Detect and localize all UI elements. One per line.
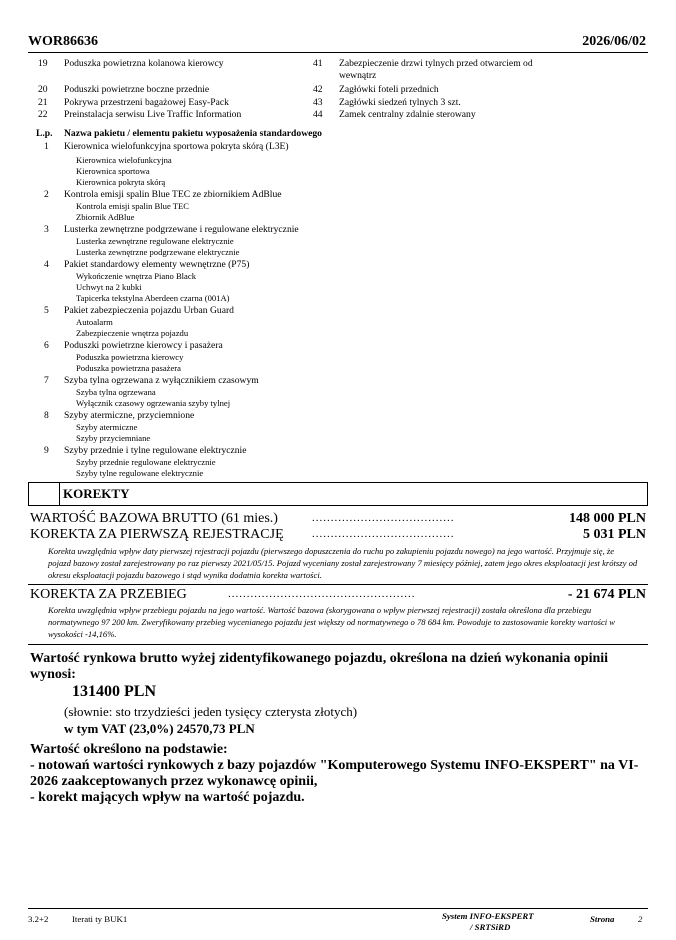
package-num: 7	[44, 375, 49, 386]
package-name: Pakiet zabezpieczenia pojazdu Urban Guard	[64, 305, 234, 316]
package-item: Wykończenie wnętrza Piano Black	[76, 271, 196, 281]
package-item: Tapicerka tekstylna Aberdeen czarna (001A)	[76, 293, 230, 303]
mileage-label: KOREKTA ZA PRZEBIEG	[30, 587, 187, 602]
package-item: Szyby atermiczne	[76, 422, 138, 432]
first-registration-amount: 5 031 PLN	[583, 527, 646, 542]
package-name: Poduszki powietrzne kierowcy i pasażera	[64, 340, 223, 351]
package-num: 2	[44, 189, 49, 200]
equipment-num: 44	[313, 109, 323, 120]
korekty-header-box	[28, 482, 648, 506]
package-item: Kierownica sportowa	[76, 166, 150, 176]
package-name: Szyba tylna ogrzewana z wyłącznikiem czasowym	[64, 375, 259, 386]
footer-system-sub: / SRTSiRD	[470, 922, 511, 932]
package-name: Szyby przednie i tylne regulowane elektrycznie	[64, 445, 247, 456]
footer-page-number: 2	[638, 914, 643, 924]
equipment-num: 22	[38, 109, 48, 120]
equipment-text: Preinstalacja serwisu Live Traffic Information	[64, 109, 242, 120]
package-num: 1	[44, 141, 49, 152]
market-value-words: (słownie: sto trzydzieści jeden tysięcy czterysta złotych)	[64, 704, 358, 719]
equipment-text: Pokrywa przestrzeni bagażowej Easy-Pack	[64, 97, 229, 108]
package-num: 6	[44, 340, 49, 351]
package-item: Kierownica pokryta skórą	[76, 177, 166, 187]
equipment-num: 19	[38, 58, 48, 69]
basis-item: - notowań wartości rynkowych z bazy pojazdów "Komputerowego Systemu INFO-EKSPERT" na VI-	[30, 758, 639, 773]
package-item: Kontrola emisji spalin Blue TEC	[76, 201, 189, 211]
mileage-dots: ..................................................	[228, 588, 416, 600]
mileage-note: Korekta uwzględnia wpływ przebiegu pojazdu na jego wartość. Wartość bazowa (skorygowana o wpływ pierwszej rejestracji) została określona dla przebiegu normatywnego 97 200 km. Zweryfikowany przebieg wycenianego pojazdu jest większy od normatywnego o 78 684 km. Powoduje to zastosowanie korekty wartości w wysokości -14,16%.	[48, 605, 616, 639]
document-id: WOR86636	[28, 34, 98, 49]
package-name: Pakiet standardowy elementy wewnętrzne (P75)	[64, 259, 250, 270]
footer-page-label: Strona	[590, 914, 615, 924]
base-value-amount: 148 000 PLN	[569, 511, 646, 526]
document-date: 2026/06/02	[582, 34, 646, 49]
equipment-text: Poduszki powietrzne boczne przednie	[64, 84, 210, 95]
equipment-text: Poduszka powietrzna kolanowa kierowcy	[64, 58, 224, 69]
package-item: Szyby przednie regulowane elektrycznie	[76, 457, 216, 467]
korekty-title: KOREKTY	[63, 486, 130, 501]
package-name: Szyby atermiczne, przyciemnione	[64, 410, 195, 421]
market-value-intro-cont: wynosi:	[30, 667, 76, 682]
basis-item-cont: 2026 zaakceptowanych przez wykonawcę opinii,	[30, 774, 318, 789]
first-registration-label: KOREKTA ZA PIERWSZĄ REJESTRACJĘ	[30, 527, 284, 542]
basis-item: - korekt mających wpływ na wartość pojazdu.	[30, 790, 305, 805]
package-item: Kierownica wielofunkcyjna	[76, 155, 172, 165]
section-rule	[28, 644, 648, 645]
footer-rule	[28, 908, 648, 909]
package-item: Wyłącznik czasowy ogrzewania szyby tylnej	[76, 398, 231, 408]
equipment-num: 21	[38, 97, 48, 108]
footer-operator: Iterati ty BUK1	[72, 914, 128, 924]
basis-title: Wartość określono na podstawie:	[30, 742, 228, 757]
package-num: 8	[44, 410, 49, 421]
equipment-text-cont: wewnątrz	[339, 70, 377, 81]
korekty-box-cell	[29, 483, 60, 505]
equipment-text: Zagłówki siedzeń tylnych 3 szt.	[339, 97, 461, 108]
equipment-num: 43	[313, 97, 323, 108]
package-item: Szyba tylna ogrzewana	[76, 387, 156, 397]
market-value-intro: Wartość rynkowa brutto wyżej zidentyfikowanego pojazdu, określona na dzień wykonania opinii	[30, 651, 609, 666]
section-rule	[28, 584, 648, 585]
market-value-vat: w tym VAT (23,0%) 24570,73 PLN	[64, 721, 255, 736]
package-item: Zabezpieczenie wnętrza pojazdu	[76, 328, 189, 338]
equipment-text: Zagłówki foteli przednich	[339, 84, 439, 95]
base-value-dots: ......................................	[312, 512, 455, 524]
equipment-num: 42	[313, 84, 323, 95]
package-item: Uchwyt na 2 kubki	[76, 282, 142, 292]
header-rule	[28, 52, 648, 53]
first-registration-note: Korekta uwzględnia wpływ daty pierwszej rejestracji pojazdu (pierwszego dopuszczenia do ruchu po zakupieniu pojazdu nowego) na jego wartość. Przyjmuje się, że pojazd bazowy został zarejestrowany po raz pierwszy 2021/05/15. Pojazd wyceniany został zarejestrowany 7 miesięcy później, zatem jego okres eksploatacji jest krótszy od okresu eksploatacji pojazdu bazowego i stąd wynika dodatnia korekta wartości.	[48, 546, 638, 580]
footer-version: 3.2+2	[28, 914, 49, 924]
package-item: Lusterka zewnętrzne podgrzewane elektrycznie	[76, 247, 240, 257]
package-item: Poduszka powietrzna pasażera	[76, 363, 181, 373]
package-name: Kierownica wielofunkcyjna sportowa pokryta skórą (L3E)	[64, 141, 289, 152]
package-item: Szyby przyciemniane	[76, 433, 151, 443]
package-item: Lusterka zewnętrzne regulowane elektrycznie	[76, 236, 234, 246]
package-item: Autoalarm	[76, 317, 113, 327]
package-num: 4	[44, 259, 49, 270]
package-item: Poduszka powietrzna kierowcy	[76, 352, 184, 362]
first-registration-dots: ......................................	[312, 528, 455, 540]
footer-system: System INFO-EKSPERT	[442, 911, 534, 921]
packages-lp-header: L.p.	[36, 128, 53, 139]
packages-name-header: Nazwa pakietu / elementu pakietu wyposażenia standardowego	[64, 128, 322, 139]
equipment-text: Zamek centralny zdalnie sterowany	[339, 109, 476, 120]
equipment-text: Zabezpieczenie drzwi tylnych przed otwarciem od	[339, 58, 533, 69]
package-num: 9	[44, 445, 49, 456]
base-value-label: WARTOŚĆ BAZOWA BRUTTO (61 mies.)	[30, 511, 278, 526]
market-value-amount: 131400 PLN	[72, 683, 156, 700]
package-name: Lusterka zewnętrzne podgrzewane i regulowane elektrycznie	[64, 224, 299, 235]
equipment-num: 41	[313, 58, 323, 69]
mileage-amount: - 21 674 PLN	[567, 587, 646, 602]
package-item: Zbiornik AdBlue	[76, 212, 135, 222]
package-num: 5	[44, 305, 49, 316]
package-name: Kontrola emisji spalin Blue TEC ze zbiornikiem AdBlue	[64, 189, 282, 200]
package-num: 3	[44, 224, 49, 235]
equipment-num: 20	[38, 84, 48, 95]
package-item: Szyby tylne regulowane elektrycznie	[76, 468, 204, 478]
